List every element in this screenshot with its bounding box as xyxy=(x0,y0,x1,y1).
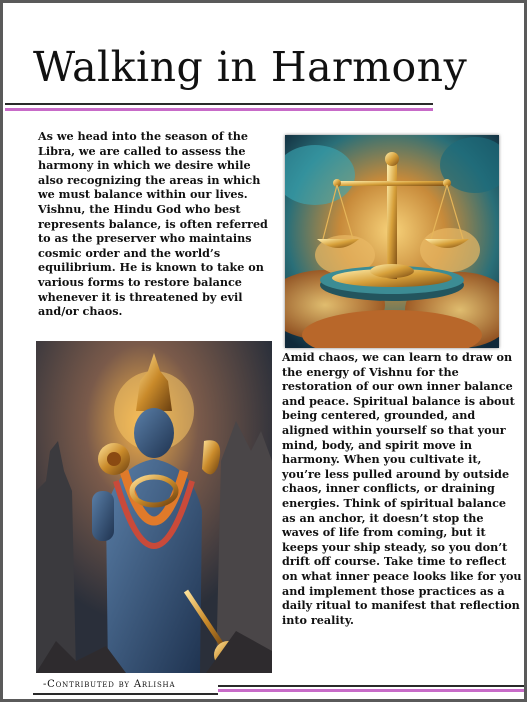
title-divider-dark xyxy=(5,103,433,105)
body-paragraph: Amid chaos, we can learn to draw on the energy of Vishnu for the restoration of our own inner balance and peace. Spiritual balance is about being centered, grounded, and aligned within yourself so that your mind, body, and spirit move in harmony. When you cultivate it, you’re less pulled around by outside chaos, inner conflicts, or draining energies. Think of spiritual balance as an anchor, it doesn’t stop the waves of life from coming, but it keeps your ship steady, so you don’t drift off course. Take time to reflect on what inner peace looks like for you and implement those practices as a daily ritual to manifest that reflection into reality. xyxy=(282,350,522,627)
intro-paragraph: As we head into the season of the Libra, we are called to assess the harmony in which we desire while also recognizing the areas in which we must balance within our lives. Vishnu, the Hindu God who best represents balance, is often referred to as the preserver who maintains cosmic order and the world’s equilibrium. He is known to take on various forms to restore balance whenever it is threatened by evil and/or chaos. xyxy=(38,129,268,319)
contributor-credit: -Contributed by Arlisha xyxy=(43,679,176,690)
scales-of-balance-image xyxy=(285,135,499,348)
footer-divider-dark xyxy=(218,685,524,687)
footer-divider-left xyxy=(33,693,218,695)
page-title: Walking in Harmony xyxy=(33,43,468,91)
title-divider-pink xyxy=(5,108,433,111)
footer-divider-pink xyxy=(218,689,524,692)
vishnu-image xyxy=(36,341,272,673)
